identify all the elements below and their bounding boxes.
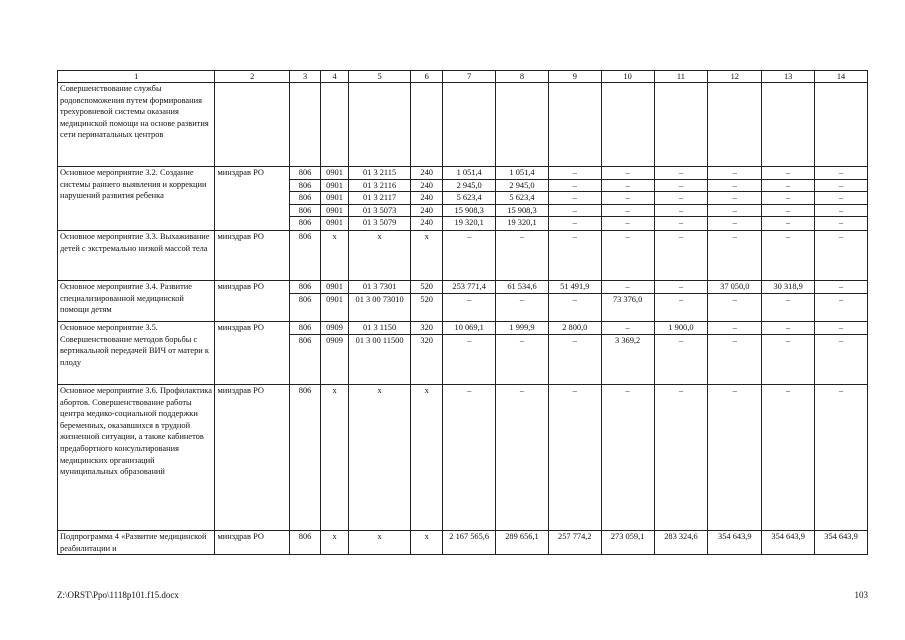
- activity-description: Основное мероприятие 3.5. Совершенствование методов борьбы с вертикальной передачей ВИЧ от матери к плоду: [58, 321, 215, 384]
- value-cell-col-8: –: [496, 334, 549, 384]
- budget-table: [57, 70, 868, 555]
- value-cell-col-5: 01 3 1150: [349, 321, 411, 334]
- table-body: [58, 71, 868, 555]
- value-cell-col-3: 806: [290, 217, 321, 231]
- value-cell-col-11: –: [654, 280, 708, 293]
- value-cell-col-8: 19 320,1: [496, 217, 549, 231]
- value-cell-col-9: –: [548, 293, 601, 321]
- value-cell-col-14: –: [815, 293, 868, 321]
- value-cell-col-13: –: [762, 167, 815, 180]
- value-cell-col-13: –: [762, 192, 815, 205]
- value-cell-col-10: –: [601, 192, 654, 205]
- value-cell-col-9: –: [548, 334, 601, 384]
- value-cell-col-13: –: [762, 384, 815, 530]
- value-cell-col-7: –: [443, 293, 496, 321]
- value-cell-col-11: –: [654, 334, 708, 384]
- table-row: [58, 280, 868, 293]
- value-cell-col-14: –: [815, 384, 868, 530]
- value-cell-col-3: 806: [290, 179, 321, 192]
- value-cell-col-14: –: [815, 280, 868, 293]
- value-cell-col-7: [443, 83, 496, 167]
- value-cell-col-13: –: [762, 230, 815, 280]
- value-cell-col-11: –: [654, 217, 708, 231]
- value-cell-col-4: x: [321, 530, 349, 554]
- value-cell-col-12: –: [708, 217, 762, 231]
- value-cell-col-7: 10 069,1: [443, 321, 496, 334]
- value-cell-col-5: 01 3 00 73010: [349, 293, 411, 321]
- column-number-14: 14: [815, 71, 868, 83]
- value-cell-col-7: 15 908,3: [443, 204, 496, 217]
- value-cell-col-14: –: [815, 192, 868, 205]
- value-cell-col-8: –: [496, 230, 549, 280]
- value-cell-col-6: 240: [411, 217, 443, 231]
- value-cell-col-14: –: [815, 204, 868, 217]
- value-cell-col-10: –: [601, 230, 654, 280]
- value-cell-col-11: –: [654, 179, 708, 192]
- value-cell-col-7: 1 051,4: [443, 167, 496, 180]
- value-cell-col-4: x: [321, 384, 349, 530]
- value-cell-col-11: –: [654, 167, 708, 180]
- value-cell-col-9: –: [548, 167, 601, 180]
- value-cell-col-6: x: [411, 530, 443, 554]
- value-cell-col-14: –: [815, 179, 868, 192]
- value-cell-col-13: –: [762, 217, 815, 231]
- value-cell-col-4: 0909: [321, 321, 349, 334]
- value-cell-col-10: –: [601, 217, 654, 231]
- value-cell-col-3: 806: [290, 204, 321, 217]
- executor: минздрав РО: [215, 280, 290, 321]
- executor: минздрав РО: [215, 167, 290, 231]
- activity-description: Основное мероприятие 3.2. Создание системы раннего выявления и коррекции нарушений развития ребенка: [58, 167, 215, 231]
- value-cell-col-6: 240: [411, 204, 443, 217]
- value-cell-col-5: [349, 83, 411, 167]
- value-cell-col-7: –: [443, 230, 496, 280]
- value-cell-col-12: –: [708, 192, 762, 205]
- value-cell-col-9: 257 774,2: [548, 530, 601, 554]
- value-cell-col-6: 320: [411, 321, 443, 334]
- value-cell-col-11: –: [654, 192, 708, 205]
- value-cell-col-8: –: [496, 384, 549, 530]
- value-cell-col-5: 01 3 5073: [349, 204, 411, 217]
- value-cell-col-6: 240: [411, 192, 443, 205]
- value-cell-col-8: 5 623,4: [496, 192, 549, 205]
- value-cell-col-14: [815, 83, 868, 167]
- executor: минздрав РО: [215, 384, 290, 530]
- value-cell-col-12: 37 050,0: [708, 280, 762, 293]
- value-cell-col-3: 806: [290, 192, 321, 205]
- value-cell-col-13: 30 318,9: [762, 280, 815, 293]
- value-cell-col-14: –: [815, 321, 868, 334]
- column-number-13: 13: [762, 71, 815, 83]
- table-row: [58, 83, 868, 167]
- value-cell-col-12: –: [708, 334, 762, 384]
- footer-file-path: Z:\ORST\Ppo\1118p101.f15.docx: [57, 590, 179, 600]
- value-cell-col-12: –: [708, 179, 762, 192]
- activity-description: Подпрограмма 4 «Развитие медицинской реабилитации и: [58, 530, 215, 554]
- value-cell-col-8: –: [496, 293, 549, 321]
- table-row: [58, 530, 868, 554]
- value-cell-col-12: –: [708, 293, 762, 321]
- value-cell-col-6: 520: [411, 293, 443, 321]
- value-cell-col-10: 273 059,1: [601, 530, 654, 554]
- value-cell-col-6: 240: [411, 179, 443, 192]
- table-row: [58, 230, 868, 280]
- value-cell-col-5: 01 3 00 11500: [349, 334, 411, 384]
- value-cell-col-3: 806: [290, 280, 321, 293]
- value-cell-col-10: –: [601, 280, 654, 293]
- value-cell-col-5: x: [349, 530, 411, 554]
- table-row: [58, 384, 868, 530]
- value-cell-col-4: 0901: [321, 167, 349, 180]
- value-cell-col-10: –: [601, 179, 654, 192]
- column-number-3: 3: [290, 71, 321, 83]
- column-number-2: 2: [215, 71, 290, 83]
- value-cell-col-8: 289 656,1: [496, 530, 549, 554]
- activity-description: Основное мероприятие 3.4. Развитие специализированной медицинской помощи детям: [58, 280, 215, 321]
- value-cell-col-9: –: [548, 230, 601, 280]
- column-number-6: 6: [411, 71, 443, 83]
- value-cell-col-11: –: [654, 384, 708, 530]
- value-cell-col-13: 354 643,9: [762, 530, 815, 554]
- executor: [215, 83, 290, 167]
- value-cell-col-10: 3 369,2: [601, 334, 654, 384]
- activity-description: Совершенствование службы родовспоможения путем формирования трехуровневой системы оказания медицинской помощи на основе развития сети перинатальных центров: [58, 83, 215, 167]
- value-cell-col-6: [411, 83, 443, 167]
- value-cell-col-7: –: [443, 384, 496, 530]
- value-cell-col-5: 01 3 7301: [349, 280, 411, 293]
- value-cell-col-4: 0901: [321, 179, 349, 192]
- value-cell-col-10: [601, 83, 654, 167]
- value-cell-col-14: –: [815, 230, 868, 280]
- column-number-1: 1: [58, 71, 215, 83]
- value-cell-col-13: –: [762, 321, 815, 334]
- executor: минздрав РО: [215, 230, 290, 280]
- value-cell-col-5: x: [349, 384, 411, 530]
- value-cell-col-10: –: [601, 167, 654, 180]
- value-cell-col-6: x: [411, 230, 443, 280]
- value-cell-col-4: 0901: [321, 217, 349, 231]
- column-number-8: 8: [496, 71, 549, 83]
- value-cell-col-4: 0901: [321, 192, 349, 205]
- value-cell-col-3: 806: [290, 167, 321, 180]
- value-cell-col-6: 240: [411, 167, 443, 180]
- executor: минздрав РО: [215, 321, 290, 384]
- value-cell-col-9: –: [548, 179, 601, 192]
- value-cell-col-8: 1 051,4: [496, 167, 549, 180]
- value-cell-col-6: 520: [411, 280, 443, 293]
- value-cell-col-8: 15 908,3: [496, 204, 549, 217]
- column-number-4: 4: [321, 71, 349, 83]
- value-cell-col-5: 01 3 2117: [349, 192, 411, 205]
- value-cell-col-13: [762, 83, 815, 167]
- value-cell-col-8: 2 945,0: [496, 179, 549, 192]
- value-cell-col-9: –: [548, 204, 601, 217]
- value-cell-col-3: 806: [290, 530, 321, 554]
- value-cell-col-4: [321, 83, 349, 167]
- column-number-9: 9: [548, 71, 601, 83]
- activity-description: Основное мероприятие 3.3. Выхаживание детей с экстремально низкой массой тела: [58, 230, 215, 280]
- value-cell-col-3: 806: [290, 384, 321, 530]
- value-cell-col-4: x: [321, 230, 349, 280]
- value-cell-col-9: 2 800,0: [548, 321, 601, 334]
- value-cell-col-12: 354 643,9: [708, 530, 762, 554]
- value-cell-col-3: 806: [290, 334, 321, 384]
- value-cell-col-12: [708, 83, 762, 167]
- value-cell-col-9: –: [548, 384, 601, 530]
- value-cell-col-3: 806: [290, 321, 321, 334]
- value-cell-col-5: 01 3 2116: [349, 179, 411, 192]
- value-cell-col-4: 0901: [321, 280, 349, 293]
- value-cell-col-10: –: [601, 321, 654, 334]
- value-cell-col-10: 73 376,0: [601, 293, 654, 321]
- value-cell-col-8: 1 999,9: [496, 321, 549, 334]
- value-cell-col-14: 354 643,9: [815, 530, 868, 554]
- value-cell-col-3: 806: [290, 230, 321, 280]
- value-cell-col-11: –: [654, 293, 708, 321]
- value-cell-col-6: x: [411, 384, 443, 530]
- value-cell-col-8: 61 534,6: [496, 280, 549, 293]
- value-cell-col-9: –: [548, 217, 601, 231]
- value-cell-col-12: –: [708, 167, 762, 180]
- value-cell-col-10: –: [601, 384, 654, 530]
- value-cell-col-12: –: [708, 321, 762, 334]
- value-cell-col-12: –: [708, 204, 762, 217]
- column-number-12: 12: [708, 71, 762, 83]
- column-number-7: 7: [443, 71, 496, 83]
- value-cell-col-9: 51 491,9: [548, 280, 601, 293]
- value-cell-col-4: 0901: [321, 204, 349, 217]
- value-cell-col-9: [548, 83, 601, 167]
- value-cell-col-7: 2 167 565,6: [443, 530, 496, 554]
- value-cell-col-11: –: [654, 204, 708, 217]
- table-row: [58, 167, 868, 180]
- value-cell-col-11: 283 324,6: [654, 530, 708, 554]
- value-cell-col-5: 01 3 5079: [349, 217, 411, 231]
- value-cell-col-5: x: [349, 230, 411, 280]
- value-cell-col-13: –: [762, 293, 815, 321]
- value-cell-col-12: –: [708, 384, 762, 530]
- value-cell-col-11: 1 900,0: [654, 321, 708, 334]
- value-cell-col-7: 2 945,0: [443, 179, 496, 192]
- value-cell-col-4: 0901: [321, 293, 349, 321]
- column-number-row: [58, 71, 868, 83]
- value-cell-col-5: 01 3 2115: [349, 167, 411, 180]
- value-cell-col-14: –: [815, 217, 868, 231]
- value-cell-col-14: –: [815, 167, 868, 180]
- value-cell-col-8: [496, 83, 549, 167]
- column-number-11: 11: [654, 71, 708, 83]
- value-cell-col-7: 19 320,1: [443, 217, 496, 231]
- activity-description: Основное мероприятие 3.6. Профилактика абортов. Совершенствование работы центра медико-социальной поддержки беременных, оказавшихся в трудной жизненной ситуации, а также кабинетов предабортного консультирования медицинских организаций муниципальных образований: [58, 384, 215, 530]
- value-cell-col-14: –: [815, 334, 868, 384]
- value-cell-col-10: –: [601, 204, 654, 217]
- value-cell-col-9: –: [548, 192, 601, 205]
- column-number-5: 5: [349, 71, 411, 83]
- value-cell-col-13: –: [762, 204, 815, 217]
- value-cell-col-3: [290, 83, 321, 167]
- value-cell-col-4: 0909: [321, 334, 349, 384]
- value-cell-col-11: –: [654, 230, 708, 280]
- page-number: 103: [854, 590, 868, 600]
- executor: минздрав РО: [215, 530, 290, 554]
- column-number-10: 10: [601, 71, 654, 83]
- value-cell-col-7: 253 771,4: [443, 280, 496, 293]
- value-cell-col-3: 806: [290, 293, 321, 321]
- value-cell-col-6: 320: [411, 334, 443, 384]
- value-cell-col-12: –: [708, 230, 762, 280]
- value-cell-col-11: [654, 83, 708, 167]
- value-cell-col-7: 5 623,4: [443, 192, 496, 205]
- value-cell-col-13: –: [762, 334, 815, 384]
- table-row: [58, 321, 868, 334]
- value-cell-col-13: –: [762, 179, 815, 192]
- value-cell-col-7: –: [443, 334, 496, 384]
